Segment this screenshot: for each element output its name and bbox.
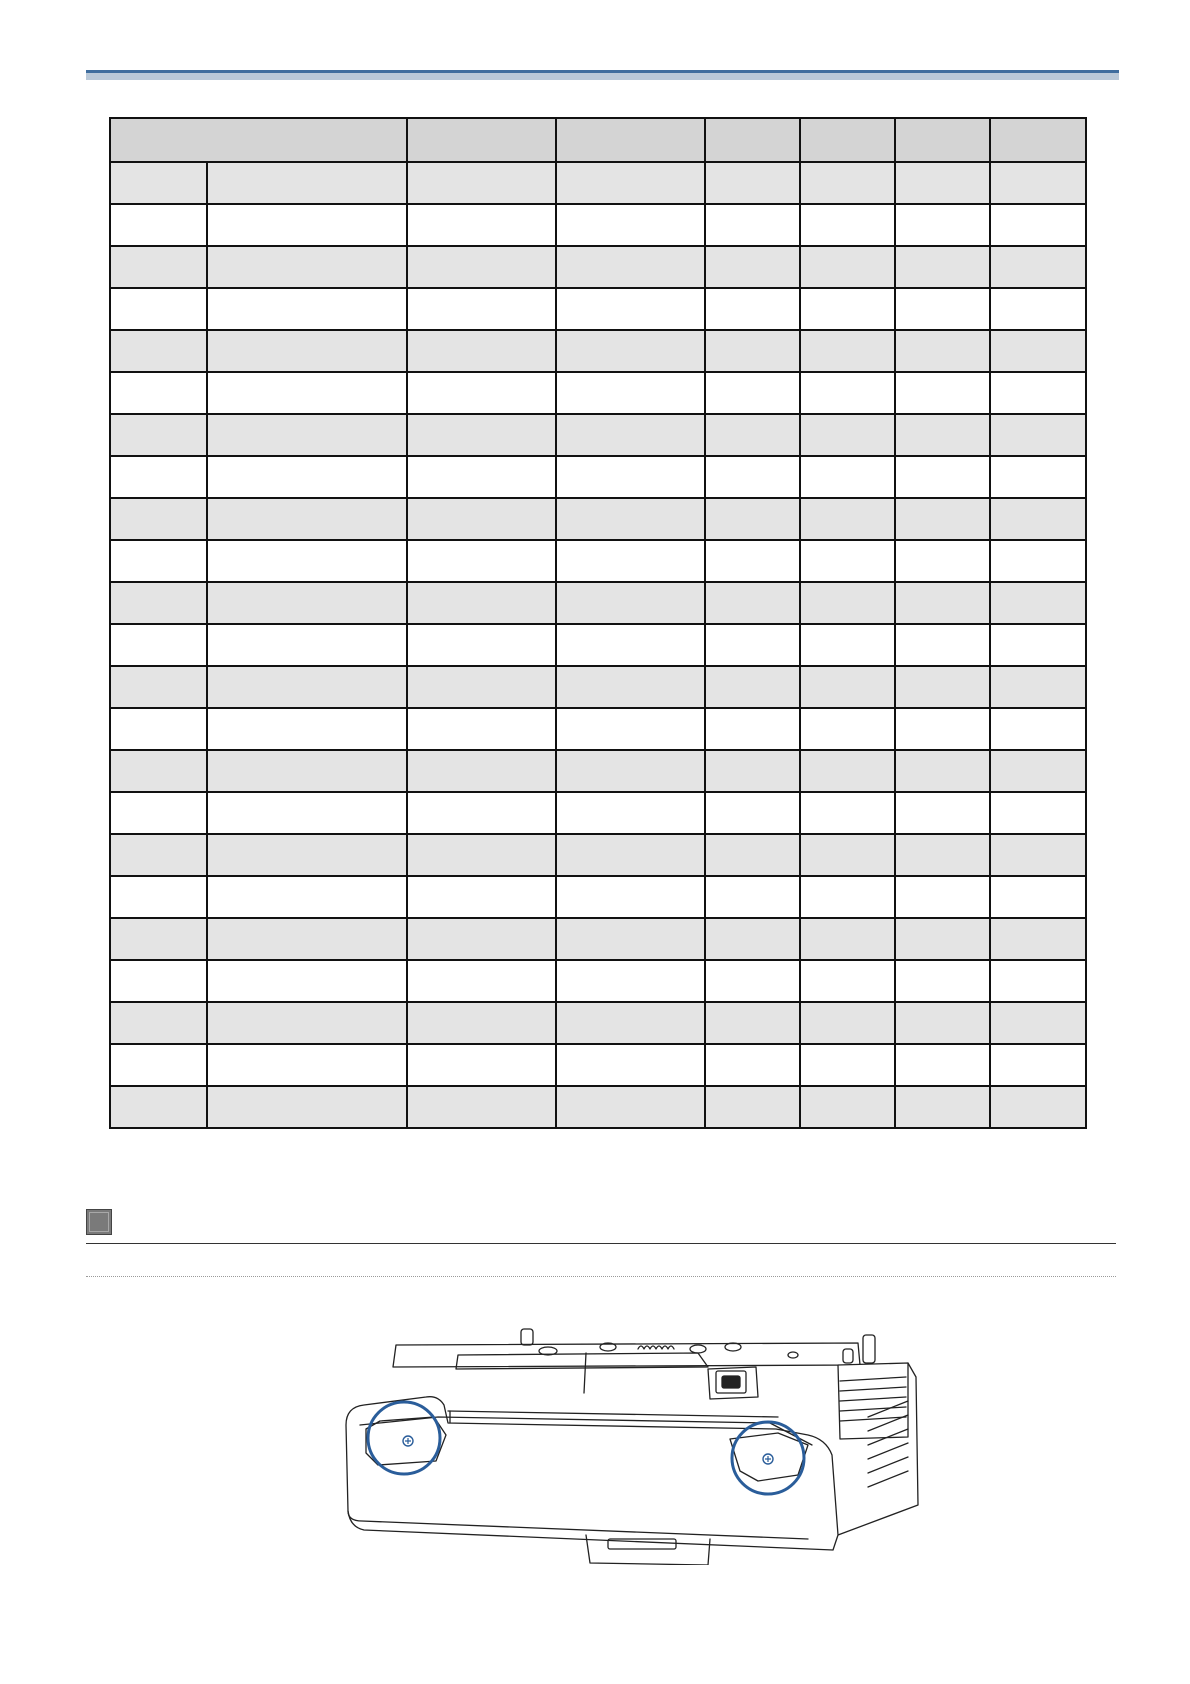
table-cell <box>556 960 705 1002</box>
table-row <box>110 288 1086 330</box>
table-cell <box>990 540 1086 582</box>
table-cell <box>407 960 556 1002</box>
table-cell <box>895 708 990 750</box>
table-cell <box>800 540 895 582</box>
table-cell <box>800 624 895 666</box>
table-cell <box>110 456 207 498</box>
table-cell <box>110 834 207 876</box>
table-cell <box>895 330 990 372</box>
table-cell <box>705 876 800 918</box>
table-cell <box>800 834 895 876</box>
table-cell <box>556 372 705 414</box>
table-cell <box>207 918 407 960</box>
table-cell <box>556 834 705 876</box>
table-cell <box>990 708 1086 750</box>
table-cell <box>895 792 990 834</box>
table-row <box>110 708 1086 750</box>
table-cell <box>407 792 556 834</box>
table-cell <box>207 372 407 414</box>
section-square-icon <box>86 1209 112 1235</box>
table-cell <box>207 330 407 372</box>
table-cell <box>207 1086 407 1128</box>
table-cell <box>990 1086 1086 1128</box>
table-cell <box>990 582 1086 624</box>
table-cell <box>207 456 407 498</box>
table-cell <box>800 456 895 498</box>
table-cell <box>990 372 1086 414</box>
table-cell <box>800 918 895 960</box>
table-cell <box>110 372 207 414</box>
specification-table <box>109 117 1087 1129</box>
table-cell <box>110 1086 207 1128</box>
table-cell <box>556 288 705 330</box>
table-cell <box>800 582 895 624</box>
table-cell <box>895 582 990 624</box>
table-cell <box>110 960 207 1002</box>
table-cell <box>207 498 407 540</box>
table-cell <box>705 414 800 456</box>
table-cell <box>110 246 207 288</box>
table-cell <box>800 1086 895 1128</box>
table-cell <box>110 750 207 792</box>
table-cell <box>800 204 895 246</box>
table-cell <box>110 414 207 456</box>
header-rule <box>86 70 1119 80</box>
table-cell <box>407 1086 556 1128</box>
table-cell <box>110 666 207 708</box>
table-row <box>110 498 1086 540</box>
table-cell <box>705 750 800 792</box>
table-cell <box>407 1044 556 1086</box>
section-rule <box>86 1243 1116 1244</box>
header-cell <box>895 118 990 162</box>
table-cell <box>990 666 1086 708</box>
table-cell <box>407 750 556 792</box>
table-cell <box>556 750 705 792</box>
table-cell <box>705 792 800 834</box>
table-cell <box>407 666 556 708</box>
table-cell <box>207 246 407 288</box>
table-cell <box>800 960 895 1002</box>
table-cell <box>110 330 207 372</box>
table-cell <box>556 918 705 960</box>
table-cell <box>705 330 800 372</box>
table-cell <box>895 876 990 918</box>
table-cell <box>110 204 207 246</box>
table-cell <box>800 498 895 540</box>
table-cell <box>895 414 990 456</box>
table-cell <box>407 708 556 750</box>
table-cell <box>110 792 207 834</box>
table-cell <box>895 834 990 876</box>
table-cell <box>800 246 895 288</box>
table-cell <box>407 498 556 540</box>
table-cell <box>556 414 705 456</box>
table-cell <box>407 624 556 666</box>
table-cell <box>207 792 407 834</box>
table-cell <box>556 1002 705 1044</box>
table-cell <box>556 330 705 372</box>
table-cell <box>895 456 990 498</box>
table-cell <box>207 750 407 792</box>
table-cell <box>705 1044 800 1086</box>
projector-illustration <box>338 1325 928 1565</box>
table-cell <box>556 1086 705 1128</box>
table-cell <box>207 582 407 624</box>
table-cell <box>110 876 207 918</box>
table-cell <box>556 540 705 582</box>
table-cell <box>990 1044 1086 1086</box>
header-cell <box>110 118 407 162</box>
table-cell <box>556 666 705 708</box>
table-cell <box>800 162 895 204</box>
table-cell <box>110 288 207 330</box>
table-row <box>110 540 1086 582</box>
table-cell <box>407 582 556 624</box>
table-row <box>110 918 1086 960</box>
table-row <box>110 1002 1086 1044</box>
table-row <box>110 792 1086 834</box>
table-cell <box>407 1002 556 1044</box>
table-cell <box>990 246 1086 288</box>
table-row <box>110 204 1086 246</box>
table-cell <box>110 540 207 582</box>
table-cell <box>207 540 407 582</box>
table-cell <box>207 414 407 456</box>
table-row <box>110 1086 1086 1128</box>
table-cell <box>705 288 800 330</box>
table-cell <box>990 1002 1086 1044</box>
table-cell <box>895 498 990 540</box>
table-cell <box>556 708 705 750</box>
table-cell <box>407 876 556 918</box>
table-cell <box>556 498 705 540</box>
table-cell <box>110 582 207 624</box>
table-cell <box>407 204 556 246</box>
table-header-row <box>110 118 1086 162</box>
header-cell <box>407 118 556 162</box>
table-cell <box>556 1044 705 1086</box>
table-cell <box>110 162 207 204</box>
table-cell <box>705 624 800 666</box>
table-cell <box>895 1002 990 1044</box>
header-cell <box>556 118 705 162</box>
table-cell <box>895 288 990 330</box>
table-cell <box>110 1044 207 1086</box>
table-cell <box>407 414 556 456</box>
table-cell <box>990 792 1086 834</box>
table-cell <box>407 330 556 372</box>
table-cell <box>800 330 895 372</box>
table-cell <box>705 162 800 204</box>
table-row <box>110 960 1086 1002</box>
table-cell <box>207 960 407 1002</box>
table-cell <box>800 876 895 918</box>
table-row <box>110 372 1086 414</box>
table-cell <box>556 204 705 246</box>
table-cell <box>990 624 1086 666</box>
table-row <box>110 414 1086 456</box>
table-cell <box>800 708 895 750</box>
table-cell <box>800 1002 895 1044</box>
table-cell <box>705 1086 800 1128</box>
table-cell <box>705 582 800 624</box>
table-cell <box>990 456 1086 498</box>
table-cell <box>990 204 1086 246</box>
table-cell <box>705 708 800 750</box>
table-row <box>110 246 1086 288</box>
table-cell <box>990 876 1086 918</box>
table-cell <box>110 1002 207 1044</box>
table-cell <box>800 414 895 456</box>
table-cell <box>407 540 556 582</box>
table-cell <box>556 162 705 204</box>
table-cell <box>110 708 207 750</box>
table-row <box>110 1044 1086 1086</box>
table-cell <box>556 876 705 918</box>
table-cell <box>895 246 990 288</box>
table-row <box>110 582 1086 624</box>
table-cell <box>990 162 1086 204</box>
table-cell <box>207 624 407 666</box>
table-cell <box>895 204 990 246</box>
table-row <box>110 162 1086 204</box>
table-cell <box>895 162 990 204</box>
table-cell <box>556 456 705 498</box>
table-cell <box>895 372 990 414</box>
table-cell <box>705 1002 800 1044</box>
header-cell <box>800 118 895 162</box>
table-row <box>110 750 1086 792</box>
table-cell <box>207 876 407 918</box>
table-row <box>110 456 1086 498</box>
table-cell <box>705 456 800 498</box>
table-cell <box>990 498 1086 540</box>
table-cell <box>895 1086 990 1128</box>
table-cell <box>207 834 407 876</box>
table-cell <box>895 540 990 582</box>
table-cell <box>407 162 556 204</box>
table-cell <box>990 918 1086 960</box>
table-cell <box>110 498 207 540</box>
table-cell <box>407 246 556 288</box>
table-cell <box>990 960 1086 1002</box>
table-cell <box>990 414 1086 456</box>
table-cell <box>895 666 990 708</box>
table-cell <box>895 1044 990 1086</box>
table-cell <box>407 834 556 876</box>
table-row <box>110 834 1086 876</box>
header-cell <box>705 118 800 162</box>
table-cell <box>207 666 407 708</box>
table-cell <box>207 708 407 750</box>
table-cell <box>800 792 895 834</box>
table-cell <box>895 624 990 666</box>
table-cell <box>556 246 705 288</box>
table-cell <box>207 1002 407 1044</box>
table-cell <box>556 582 705 624</box>
table-cell <box>556 792 705 834</box>
table-cell <box>800 750 895 792</box>
table-cell <box>705 246 800 288</box>
header-cell <box>990 118 1086 162</box>
table-cell <box>895 750 990 792</box>
table-cell <box>895 918 990 960</box>
table-cell <box>705 372 800 414</box>
table-cell <box>407 372 556 414</box>
table-cell <box>705 918 800 960</box>
table-body <box>110 118 1086 1128</box>
table-cell <box>407 456 556 498</box>
table-cell <box>990 330 1086 372</box>
table-row <box>110 330 1086 372</box>
table-row <box>110 876 1086 918</box>
table-cell <box>407 918 556 960</box>
table-cell <box>207 1044 407 1086</box>
table-cell <box>207 288 407 330</box>
table-cell <box>800 372 895 414</box>
table-cell <box>207 204 407 246</box>
dotted-divider <box>86 1276 1116 1277</box>
table-cell <box>705 960 800 1002</box>
table-cell <box>207 162 407 204</box>
table-cell <box>990 288 1086 330</box>
table-cell <box>705 834 800 876</box>
table-cell <box>705 498 800 540</box>
table-cell <box>705 666 800 708</box>
table-cell <box>800 1044 895 1086</box>
table-cell <box>705 540 800 582</box>
table-row <box>110 666 1086 708</box>
table-cell <box>800 666 895 708</box>
table-row <box>110 624 1086 666</box>
table-cell <box>705 204 800 246</box>
table-cell <box>556 624 705 666</box>
table-cell <box>407 288 556 330</box>
table-cell <box>990 834 1086 876</box>
table-cell <box>990 750 1086 792</box>
table-cell <box>895 960 990 1002</box>
table-cell <box>110 624 207 666</box>
table-cell <box>110 918 207 960</box>
table-cell <box>800 288 895 330</box>
